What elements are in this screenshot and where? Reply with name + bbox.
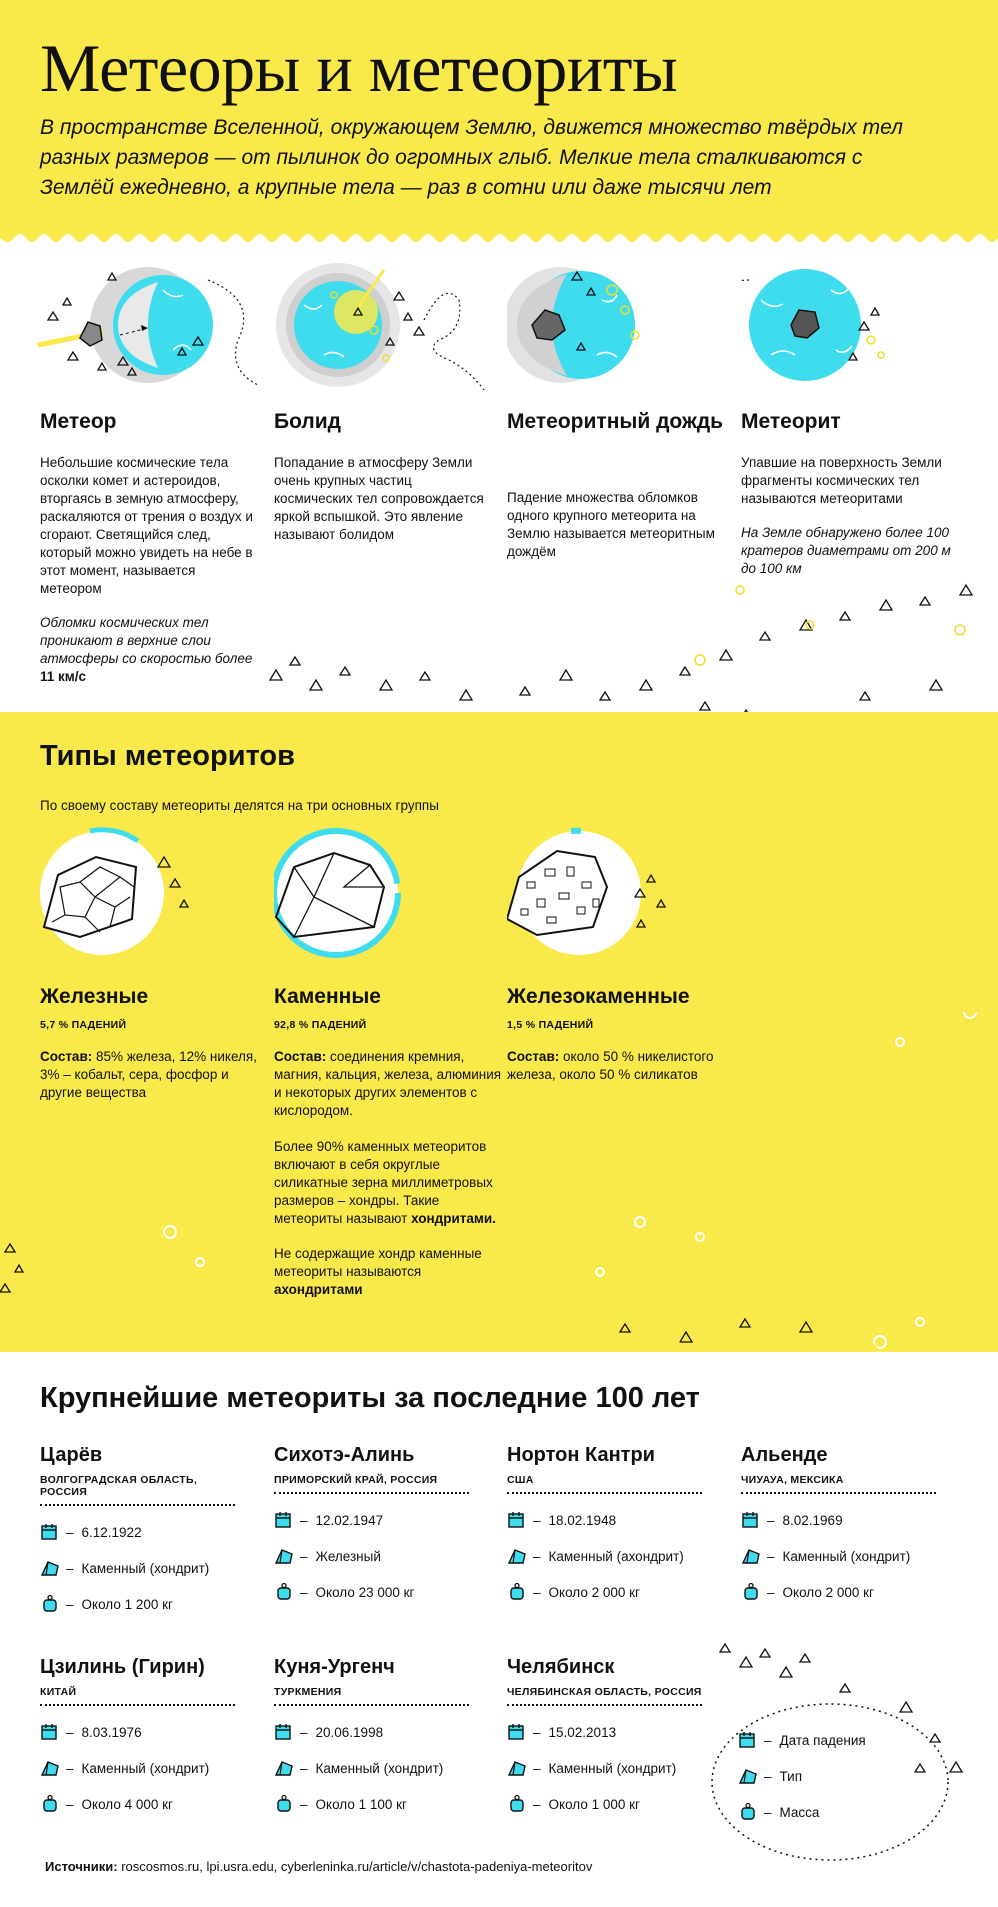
- weight-icon: [40, 1794, 60, 1814]
- bolide-illustration: [274, 260, 494, 390]
- meteorite-type: – Каменный (хондрит): [40, 1550, 250, 1586]
- meteorite-type: – Каменный (хондрит): [507, 1750, 717, 1786]
- meteorite-name: Царёв: [40, 1444, 103, 1466]
- meteorite-date: – 8.03.1976: [40, 1714, 250, 1750]
- weight-icon: [274, 1794, 294, 1814]
- meteorite-mass: – Около 1 200 кг: [40, 1586, 250, 1622]
- achondrite-desc: Не содержащие хондр каменные метеориты называются: [274, 1246, 482, 1279]
- meteorite-mass-value: Около 1 000 кг: [548, 1796, 640, 1812]
- meteorite-name: Челябинск: [507, 1656, 615, 1678]
- rock-type-icon: [738, 1766, 758, 1786]
- calendar-icon: [40, 1722, 60, 1742]
- meteorite-date: – 15.02.2013: [507, 1714, 717, 1750]
- rock-type-icon: [40, 1758, 60, 1778]
- intro-text: В пространстве Вселенной, окружающем Землю, движется множество твёрдых тел разных размеров — от пылинок до огромных глыб. Мелкие тела сталкиваются с Землёй ежедневно, а крупные тела — раз в сотни или даже тысячи лет: [40, 116, 903, 199]
- rock-type-icon: [274, 1758, 294, 1778]
- calendar-icon: [274, 1510, 294, 1530]
- rock-type-icon: [507, 1546, 527, 1566]
- composition-label: Состав:: [40, 1049, 93, 1064]
- meteor-illustration: [18, 260, 258, 390]
- type-share: 1,5 % ПАДЕНИЙ: [507, 1019, 594, 1031]
- meteorite-card: [741, 1442, 951, 1610]
- phenomenon-title: Метеоритный дождь: [507, 410, 724, 433]
- meteorite-date-value: 6.12.1922: [81, 1524, 142, 1540]
- type-name: Каменные: [274, 985, 381, 1008]
- meteorite-types-section: [0, 712, 998, 1352]
- calendar-icon: [507, 1722, 527, 1742]
- sources-text: roscosmos.ru, lpi.usra.edu, cyberleninka.ru/article/v/chastota-padeniya-meteoritov: [117, 1859, 593, 1874]
- composition-text: соединения кремния, магния, кальция, железа, алюминия и некоторых других элементов с кислородом.: [274, 1049, 502, 1118]
- largest-title: Крупнейшие метеориты за последние 100 лет: [40, 1382, 700, 1414]
- meteorite-date: – 12.02.1947: [274, 1502, 484, 1538]
- weight-icon: [274, 1582, 294, 1602]
- weight-icon: [741, 1582, 761, 1602]
- meteor-shower-illustration: [507, 260, 727, 390]
- achondrite-term: ахондритами: [274, 1282, 363, 1297]
- meteorite-type-value: Каменный (хондрит): [782, 1548, 911, 1564]
- meteorite-region: ПРИМОРСКИЙ КРАЙ, РОССИЯ: [274, 1474, 469, 1494]
- phenomenon-note: [40, 614, 260, 686]
- phenomenon-title: Болид: [274, 410, 341, 433]
- meteorite-date-value: 8.02.1969: [782, 1512, 843, 1528]
- phenomenon-title: Метеор: [40, 410, 117, 433]
- meteorite-card: [40, 1442, 250, 1622]
- sources: [45, 1859, 592, 1874]
- type-composition: [274, 1048, 504, 1120]
- meteorite-mass: – Около 4 000 кг: [40, 1786, 250, 1822]
- stony-iron-meteorite-illustration: [507, 827, 667, 967]
- weight-icon: [738, 1802, 758, 1822]
- phenomenon-note: На Земле обнаружено более 100 кратеров диаметрами от 200 м до 100 км: [741, 525, 951, 576]
- meteorite-region: ТУРКМЕНИЯ: [274, 1686, 469, 1706]
- sources-label: Источники:: [45, 1859, 118, 1874]
- weight-icon: [40, 1594, 60, 1614]
- weight-icon: [507, 1794, 527, 1814]
- meteorite-mass-value: Около 1 100 кг: [315, 1796, 407, 1812]
- meteorite-type: – Железный: [274, 1538, 484, 1574]
- type-share: 5,7 % ПАДЕНИЙ: [40, 1019, 127, 1031]
- wave-divider: [0, 1338, 998, 1352]
- meteorite-mass-value: Около 4 000 кг: [81, 1796, 173, 1812]
- header-section: [0, 0, 998, 232]
- meteorite-date-value: 18.02.1948: [548, 1512, 617, 1528]
- legend: [738, 1722, 938, 1830]
- types-title: Типы метеоритов: [40, 740, 295, 772]
- chondrite-text: [274, 1138, 504, 1228]
- weight-icon: [507, 1582, 527, 1602]
- meteorite-card: [507, 1442, 717, 1610]
- meteorite-card: [274, 1654, 484, 1822]
- meteorite-region: ЧИУАУА, МЕКСИКА: [741, 1474, 936, 1494]
- note-text: Обломки космических тел проникают в верхние слои атмосферы со скоростью более: [40, 615, 253, 666]
- types-subtitle: По своему составу метеориты делятся на три основных группы: [40, 798, 439, 813]
- meteorite-date-value: 12.02.1947: [315, 1512, 384, 1528]
- meteorite-type-value: Железный: [315, 1548, 381, 1564]
- meteorite-name: Сихотэ-Алинь: [274, 1444, 415, 1466]
- type-composition: [40, 1048, 270, 1102]
- legend-label: Дата падения: [779, 1732, 866, 1748]
- meteorite-mass: – Около 1 000 кг: [507, 1786, 717, 1822]
- meteorite-date-value: 8.03.1976: [81, 1724, 142, 1740]
- meteorite-card: [507, 1654, 717, 1822]
- meteorite-date: – 8.02.1969: [741, 1502, 951, 1538]
- calendar-icon: [274, 1722, 294, 1742]
- meteorite-type-value: Каменный (хондрит): [81, 1560, 210, 1576]
- meteorite-mass: – Около 23 000 кг: [274, 1574, 484, 1610]
- legend-mass: – Масса: [738, 1794, 938, 1830]
- meteorite-mass-value: Около 2 000 кг: [782, 1584, 874, 1600]
- calendar-icon: [40, 1522, 60, 1542]
- meteorite-type: – Каменный (хондрит): [741, 1538, 951, 1574]
- largest-meteorites-section: [0, 1352, 998, 1907]
- phenomenon-text: Попадание в атмосферу Земли очень крупных частиц космических тел сопровождается яркой вспышкой. Это явление называют болидом: [274, 455, 484, 542]
- meteorite-date: – 18.02.1948: [507, 1502, 717, 1538]
- type-composition: [507, 1048, 737, 1084]
- rock-type-icon: [507, 1758, 527, 1778]
- page-title: Метеоры и метеориты: [40, 30, 678, 106]
- note-speed: 11 км/с: [40, 669, 87, 684]
- meteorite-mass-value: Около 2 000 кг: [548, 1584, 640, 1600]
- iron-meteorite-illustration: [40, 827, 200, 967]
- legend-label: Тип: [779, 1768, 803, 1784]
- meteorite-type-value: Каменный (ахондрит): [548, 1548, 684, 1564]
- meteorite-type: – Каменный (хондрит): [40, 1750, 250, 1786]
- meteorite-mass: – Около 1 100 кг: [274, 1786, 484, 1822]
- meteorite-date-value: 20.06.1998: [315, 1724, 384, 1740]
- rock-type-icon: [741, 1546, 761, 1566]
- meteorite-illustration: [741, 260, 961, 390]
- meteorite-type-value: Каменный (хондрит): [548, 1760, 677, 1776]
- legend-type: – Тип: [738, 1758, 938, 1794]
- meteorite-name: Альенде: [741, 1444, 828, 1466]
- achondrite-text: [274, 1245, 504, 1299]
- phenomenon-title: Метеорит: [741, 410, 841, 433]
- meteorite-type-value: Каменный (хондрит): [315, 1760, 444, 1776]
- meteorite-date-value: 15.02.2013: [548, 1724, 617, 1740]
- composition-label: Состав:: [507, 1049, 560, 1064]
- meteorite-name: Цзилинь (Гирин): [40, 1656, 205, 1678]
- rock-type-icon: [274, 1546, 294, 1566]
- meteorite-mass-value: Около 1 200 кг: [81, 1596, 173, 1612]
- legend-label: Масса: [779, 1804, 820, 1820]
- meteorite-name: Нортон Кантри: [507, 1444, 655, 1466]
- legend-date: – Дата падения: [738, 1722, 938, 1758]
- meteorite-type: – Каменный (ахондрит): [507, 1538, 717, 1574]
- meteorite-mass-value: Около 23 000 кг: [315, 1584, 415, 1600]
- meteorite-region: ВОЛГОГРАДСКАЯ ОБЛАСТЬ, РОССИЯ: [40, 1474, 235, 1506]
- type-name: Железокаменные: [507, 985, 690, 1008]
- type-share: 92,8 % ПАДЕНИЙ: [274, 1019, 367, 1031]
- meteorite-mass: – Около 2 000 кг: [507, 1574, 717, 1610]
- composition-label: Состав:: [274, 1049, 327, 1064]
- meteorite-type-value: Каменный (хондрит): [81, 1760, 210, 1776]
- composition-text: 85% железа, 12% никеля, 3% – кобальт, сера, фосфор и другие вещества: [40, 1049, 257, 1100]
- phenomenon-text: Падение множества обломков одного крупного метеорита на Землю называется метеоритным дождём: [507, 490, 715, 559]
- meteorite-region: ЧЕЛЯБИНСКАЯ ОБЛАСТЬ, РОССИЯ: [507, 1686, 702, 1706]
- calendar-icon: [738, 1730, 758, 1750]
- meteorite-mass: – Около 2 000 кг: [741, 1574, 951, 1610]
- meteorite-region: КИТАЙ: [40, 1686, 235, 1706]
- phenomenon-text: Небольшие космические тела осколки комет и астероидов, вторгаясь в земную атмосферу, раскаляются от трения о воздух и сгорают. Светящийся след, который можно увидеть на небе в этот момент, называется метеором: [40, 455, 253, 596]
- phenomena-section: [0, 232, 998, 712]
- meteorite-card: [40, 1654, 250, 1822]
- chondrite-term: хондритами.: [411, 1211, 496, 1226]
- meteorite-date: – 20.06.1998: [274, 1714, 484, 1750]
- meteorite-type: – Каменный (хондрит): [274, 1750, 484, 1786]
- composition-text: около 50 % никелистого железа, около 50 % силикатов: [507, 1049, 714, 1082]
- rock-type-icon: [40, 1558, 60, 1578]
- chondrite-desc: Более 90% каменных метеоритов включают в себя округлые силикатные зерна миллиметровых размеров – хондры. Такие метеориты называют: [274, 1139, 493, 1226]
- meteorite-card: [274, 1442, 484, 1610]
- type-name: Железные: [40, 985, 149, 1008]
- meteorite-region: США: [507, 1474, 702, 1494]
- stone-meteorite-illustration: [274, 827, 434, 967]
- calendar-icon: [741, 1510, 761, 1530]
- calendar-icon: [507, 1510, 527, 1530]
- meteorite-date: – 6.12.1922: [40, 1514, 250, 1550]
- meteorite-name: Куня-Ургенч: [274, 1656, 395, 1678]
- phenomenon-text: Упавшие на поверхность Земли фрагменты космических тел называются метеоритами: [741, 455, 942, 506]
